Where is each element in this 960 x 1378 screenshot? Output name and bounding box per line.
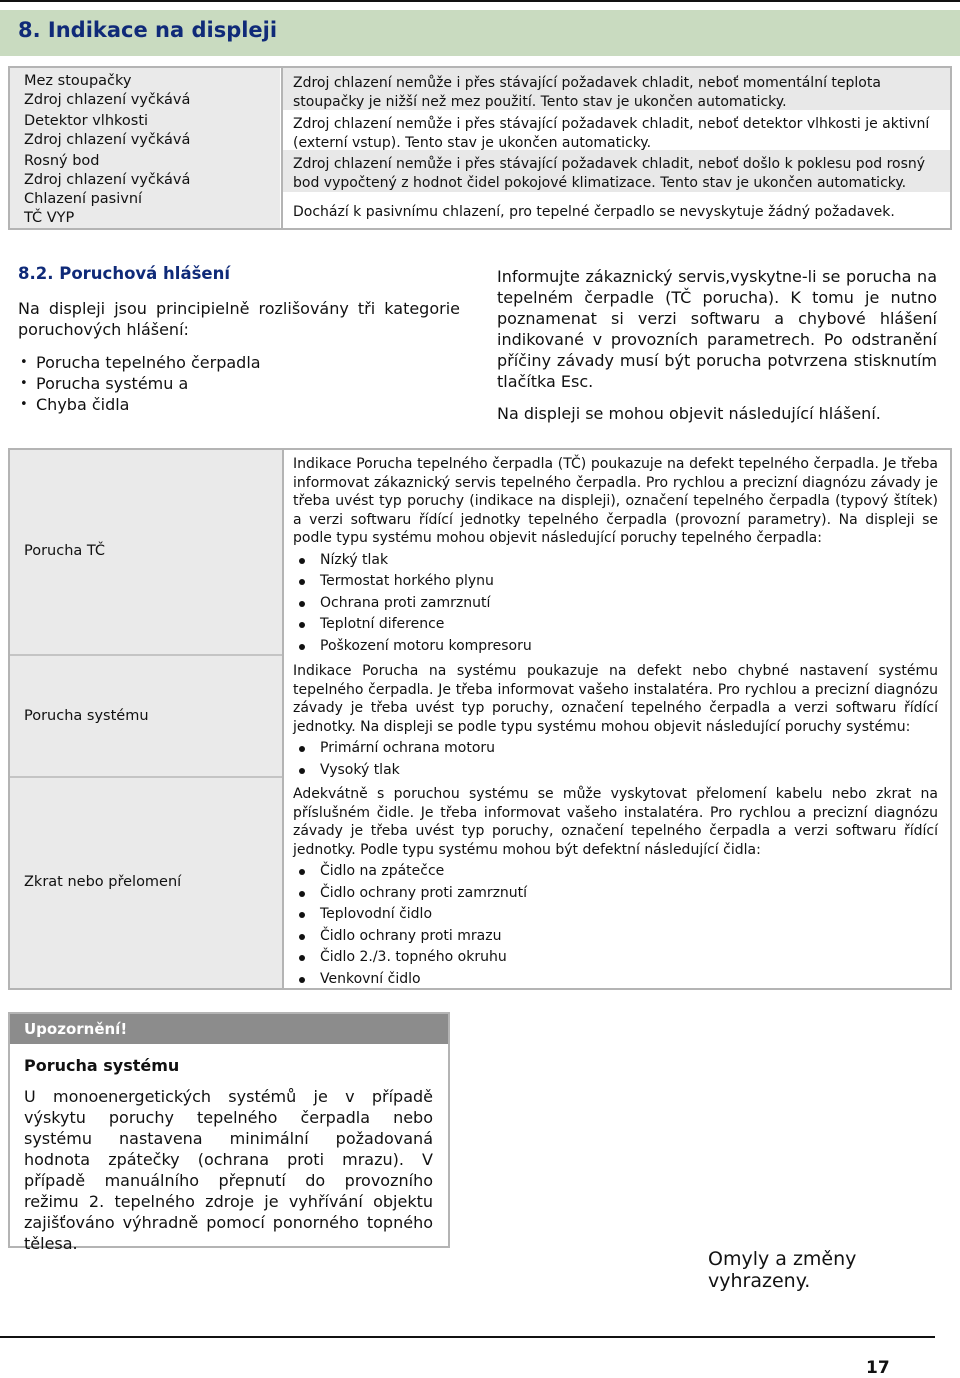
fault-sensor-description: Adekvátně s poruchou systému se může vyskytovat přelomení kabelu nebo zkrat na příslušném čidle. Je třeba informovat vašeho instalatéra. Pro rychlou a precizní diagnózu závady je třeba uvést typ poruchy, označení tepelného čerpadla a verzi softwaru řídící jednotky. Podle typu systému mohou být defektní následující čidla: Čidlo na zpátečce Čidlo ochrany proti zamrznutí Teplovodní čidlo Čidlo ochrany proti mrazu Čidlo 2./3. topného okruhu Venkovní čidlo bbox=[293, 785, 938, 990]
list-item: Čidlo 2./3. topného okruhu bbox=[293, 947, 938, 969]
fault-category-list bbox=[18, 352, 261, 415]
list-item: Čidlo na zpátečce bbox=[293, 861, 938, 883]
fault-system-description: Indikace Porucha na systému poukazuje na defekt nebo chybné nastavení systému tepelného čerpadla. Je třeba informovat vašeho instalatéra. Pro rychlou a precizní diagnózu závady je třeba uvést typ poruchy, označení tepelného čerpadla a verzi softwaru řídící jednotky. Na displeji se podle typu systému mohou objevit následující poruchy systému: Primární ochrana motoru Vysoký tlak bbox=[293, 662, 938, 781]
fault-table-row-divider bbox=[10, 776, 282, 778]
fault-service-note: Informujte zákaznický servis,vyskytne-li se porucha na tepelném čerpadle (TČ porucha). K tomu je nutno poznamenat si verzi softwaru a chybové hlášení indikované v provozních parametrech. Po odstranění příčiny závady musí být porucha potvrzena stisknutím tlačítka Esc. bbox=[497, 267, 937, 391]
display-row-4-label: Chlazení pasivní TČ VYP bbox=[24, 191, 143, 226]
list-item: Nízký tlak bbox=[293, 550, 938, 572]
fault-table-row-divider bbox=[10, 654, 282, 656]
warning-text: U monoenergetických systémů je v případě výskytu poruchy tepelného čerpadla nebo systému nastavena minimální požadovaná hodnota zpátečky (ochrana proti mrazu). V případě manuálního přepnutí do provozního režimu 2. tepelného zdroje je vyhřívání objektu zajišťováno výhradně pomocí ponorného topného tělesa. bbox=[24, 1087, 433, 1253]
display-row-2-label: Detektor vlhkosti Zdroj chlazení vyčkává bbox=[24, 113, 191, 148]
fault-system-list bbox=[293, 738, 938, 781]
list-item: Čidlo ochrany proti mrazu bbox=[293, 926, 938, 948]
fault-tc-description: Indikace Porucha tepelného čerpadla (TČ) poukazuje na defekt tepelného čerpadla. Je třeba informovat zákaznický servis tepelného čerpadla. Pro rychlou a precizní diagnózu závady je třeba uvést typ poruchy (indikace na displeji), označení tepelného čerpadla (typový štítek) a verzi softwaru řídící jednotky tepelného čerpadla (provozní parametry). Na displeji se podle typu systému mohou objevit následující poruchy tepelného čerpadla: Nízký tlak Termostat horkého plynu Ochrana proti zamrznutí Teplotní diference Poškození motoru kompresoru bbox=[293, 455, 938, 657]
display-row-3-text: Zdroj chlazení nemůže i přes stávající požadavek chladit, neboť došlo k poklesu pod rosný bod vypočtený z hodnot čidel pokojové klimatizace. Tento stav je ukončen automaticky. bbox=[293, 156, 926, 191]
fault-section-intro: Na displeji jsou principielně rozlišovány tři kategorie poruchových hlášení: bbox=[18, 299, 460, 339]
fault-messages-intro: Na displeji se mohou objevit následující hlášení. bbox=[497, 404, 881, 423]
fault-category-item: • Porucha systému a bbox=[18, 373, 261, 394]
fault-category-item: • Chyba čidla bbox=[18, 394, 261, 415]
list-item: Primární ochrana motoru bbox=[293, 738, 938, 760]
fault-sensor-list bbox=[293, 861, 938, 990]
list-item: Ochrana proti zamrznutí bbox=[293, 593, 938, 615]
list-item: Čidlo ochrany proti zamrznutí bbox=[293, 883, 938, 905]
list-item: Poškození motoru kompresoru bbox=[293, 636, 938, 658]
list-item: Venkovní čidlo bbox=[293, 969, 938, 991]
fault-table-divider bbox=[282, 450, 284, 988]
display-row-4-text: Dochází k pasivnímu chlazení, pro tepelné čerpadlo se nevyskytuje žádný požadavek. bbox=[293, 204, 895, 220]
display-row-1-text: Zdroj chlazení nemůže i přes stávající požadavek chladit, neboť momentální teplota stoupačky je nižší než mez použití. Tento stav je ukončen automaticky. bbox=[293, 75, 881, 110]
list-item: Termostat horkého plynu bbox=[293, 571, 938, 593]
warning-subtitle: Porucha systému bbox=[24, 1056, 180, 1075]
top-rule bbox=[0, 0, 960, 2]
warning-title: Upozornění! bbox=[24, 1020, 128, 1038]
display-row-2-text: Zdroj chlazení nemůže i přes stávající požadavek chladit, neboť detektor vlhkosti je aktivní (externí vstup). Tento stav je ukončen automaticky. bbox=[293, 116, 930, 151]
footer-rule bbox=[0, 1336, 935, 1338]
display-row-3-label: Rosný bod Zdroj chlazení vyčkává bbox=[24, 153, 191, 188]
fault-label-sensor: Zkrat nebo přelomení bbox=[24, 874, 182, 890]
fault-tc-list bbox=[293, 550, 938, 658]
fault-label-system: Porucha systému bbox=[24, 708, 149, 724]
fault-category-item: • Porucha tepelného čerpadla bbox=[18, 352, 261, 373]
section-header-title: 8. Indikace na displeji bbox=[18, 18, 278, 42]
list-item: Teplovodní čidlo bbox=[293, 904, 938, 926]
disclaimer-note: Omyly a změny vyhrazeny. bbox=[708, 1248, 857, 1292]
fault-label-tc: Porucha TČ bbox=[24, 543, 106, 559]
list-item: Vysoký tlak bbox=[293, 760, 938, 782]
fault-section-title: 8.2. Poruchová hlášení bbox=[18, 264, 231, 283]
display-row-1-label: Mez stoupačky Zdroj chlazení vyčkává bbox=[24, 73, 191, 108]
page-number: 17 bbox=[866, 1358, 890, 1378]
list-item: Teplotní diference bbox=[293, 614, 938, 636]
